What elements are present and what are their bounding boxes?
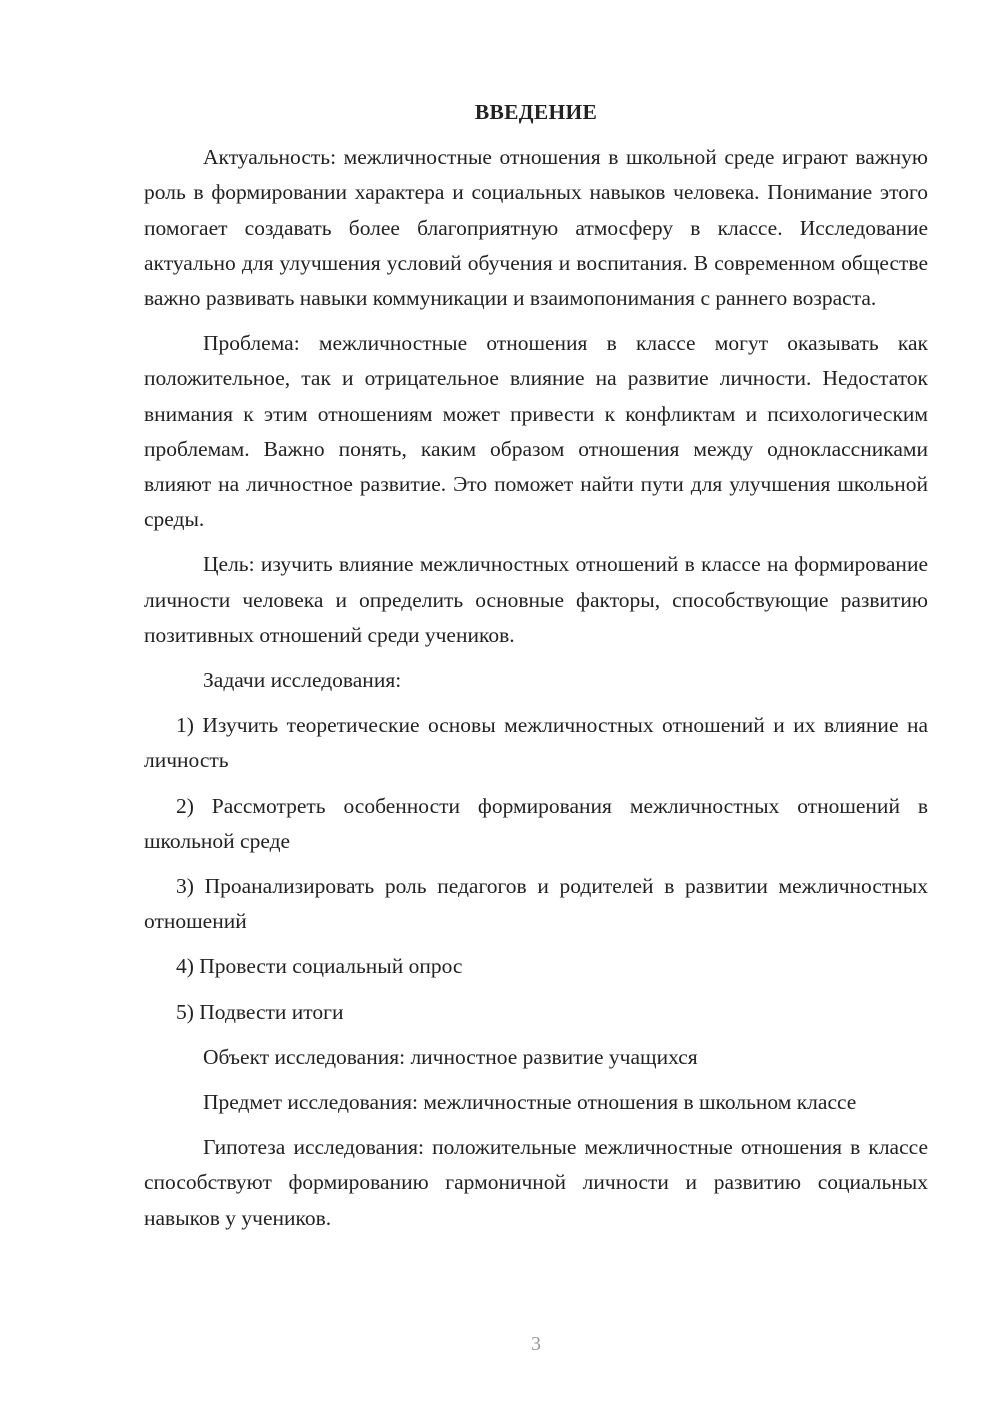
task-item: 2) Рассмотреть особенности формирования межличностных отношений в школьной среде: [144, 793, 928, 853]
task-item: 3) Проанализировать роль педагогов и родителей в развитии межличностных отношений: [144, 874, 928, 934]
task-item: 5) Подвести итоги: [176, 999, 344, 1024]
tasks-heading: Задачи исследования:: [203, 668, 402, 693]
hypothesis-paragraph: Гипотеза исследования: положительные межличностные отношения в классе способствуют формированию гармоничной личности и развитию социальных навыков у учеников.: [144, 1135, 928, 1230]
problem-paragraph: Проблема: межличностные отношения в классе могут оказывать как положительное, так и отрицательное влияние на развитие личности. Недостаток внимания к этим отношениям может привести к конфликтам и психологическим проблемам. Важно понять, каким образом отношения между одноклассниками влияют на личностное развитие. Это поможет найти пути для улучшения школьной среды.: [144, 331, 928, 532]
section-title: ВВЕДЕНИЕ: [474, 100, 598, 124]
object-paragraph: Объект исследования: личностное развитие учащихся: [203, 1044, 698, 1069]
page-number: 3: [531, 1333, 541, 1355]
goal-paragraph: Цель: изучить влияние межличностных отношений в классе на формирование личности человека и определить основные факторы, способствующие развитию позитивных отношений среди учеников.: [144, 552, 928, 647]
relevance-paragraph: Актуальность: межличностные отношения в школьной среде играют важную роль в формировании характера и социальных навыков человека. Понимание этого помогает создавать более благоприятную атмосферу в классе. Исследование актуально для улучшения условий обучения и воспитания. В современном обществе важно развивать навыки коммуникации и взаимопонимания с раннего возраста.: [144, 145, 928, 311]
document-body: [144, 95, 928, 1246]
subject-paragraph: Предмет исследования: межличностные отношения в школьном классе: [203, 1090, 857, 1115]
task-item: 1) Изучить теоретические основы межличностных отношений и их влияние на личность: [144, 713, 928, 773]
task-item: 4) Провести социальный опрос: [176, 954, 463, 979]
